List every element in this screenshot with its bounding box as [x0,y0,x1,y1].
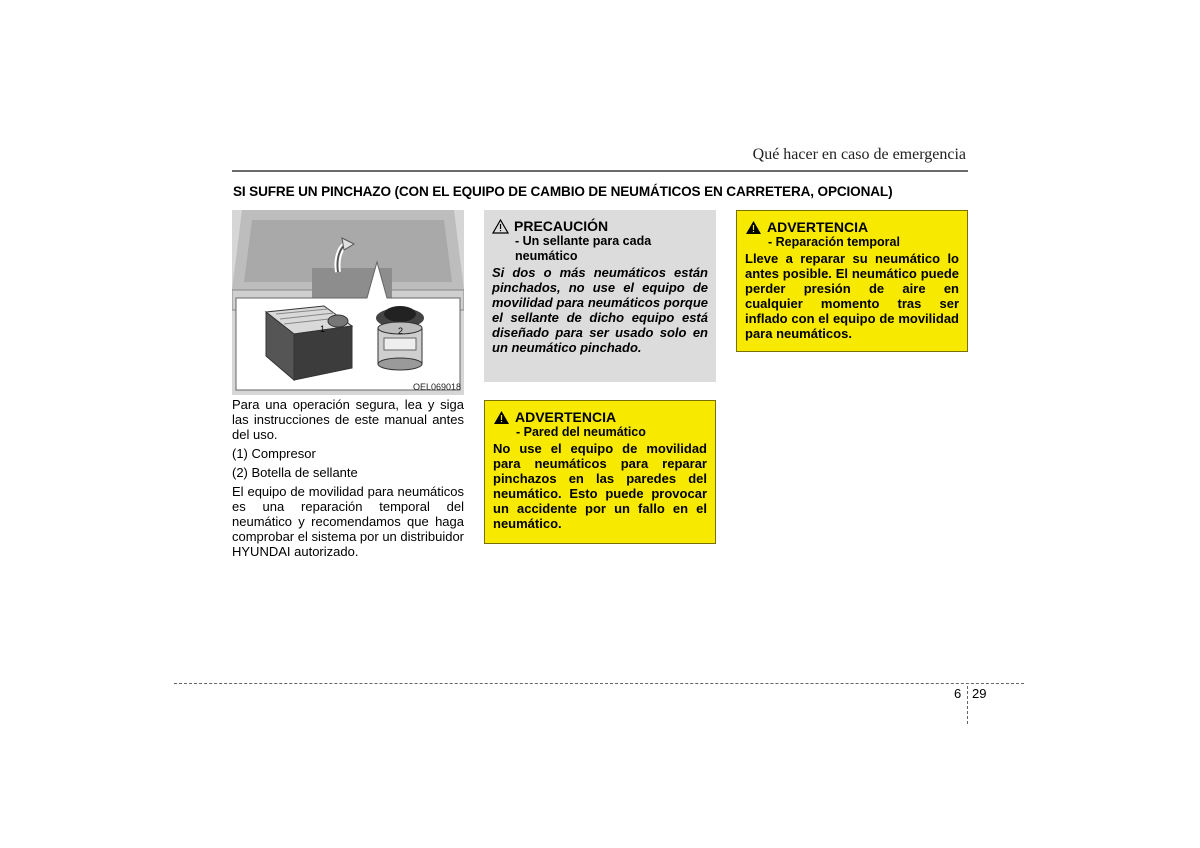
page-number: 29 [972,686,987,701]
warning-heading: ADVERTENCIA [767,219,869,235]
caution-text: Si dos o más neumáticos están pinchados, no use el equipo de movilidad para neumáticos porque el sellante de dicho equipo está diseñado para ser usado solo en un neumático pinchado. [492,265,708,355]
caution-subheading: - Un sellante para cada neumático [515,234,652,263]
warning-box-sidewall [484,400,716,544]
warning-subheading: - Pared del neumático [516,425,646,439]
trunk-illustration [232,210,464,395]
caution-heading-row [492,218,708,234]
header-rule [232,170,968,172]
page-number-divider [967,686,968,724]
repair-paragraph: El equipo de movilidad para neumáticos es una reparación temporal del neumático y recomendamos que haga comprobar el sistema por un distribuidor HYUNDAI autorizado. [232,484,464,559]
warning-triangle-icon [745,220,762,235]
caution-heading: PRECAUCIÓN [514,218,609,234]
footer-rule [174,683,1024,684]
section-title: SI SUFRE UN PINCHAZO (CON EL EQUIPO DE CAMBIO DE NEUMÁTICOS EN CARRETERA, OPCIONAL) [233,184,893,199]
warning-heading-row [745,219,959,235]
warning-text: No use el equipo de movilidad para neumáticos para reparar pinchazos en las paredes del neumático. Esto puede provocar un accidente por un fallo en el neumático. [493,441,707,531]
warning-triangle-icon [493,410,510,425]
callout-1-label: 1 [320,324,326,334]
list-item-sealant: (2) Botella de sellante [232,465,358,480]
chapter-number: 6 [954,686,962,701]
warning-text: Lleve a reparar su neumático lo antes posible. El neumático puede perder presión de aire en cualquier momento tras ser inflado con el equipo de movilidad para neumáticos. [745,251,959,341]
caution-box [484,210,716,382]
intro-paragraph: Para una operación segura, lea y siga las instrucciones de este manual antes del uso. [232,397,464,442]
running-title: Qué hacer en caso de emergencia [752,146,966,163]
figure-code: OEL069018 [412,382,461,392]
caution-triangle-icon [492,219,509,234]
tire-mobility-kit-figure [232,210,464,395]
warning-box-temporary [736,210,968,352]
body-text [232,397,464,563]
callout-2-label: 2 [398,326,404,336]
warning-subheading: - Reparación temporal [768,235,900,249]
warning-heading: ADVERTENCIA [515,409,617,425]
list-item-compressor: (1) Compresor [232,446,316,461]
warning-heading-row [493,409,707,425]
